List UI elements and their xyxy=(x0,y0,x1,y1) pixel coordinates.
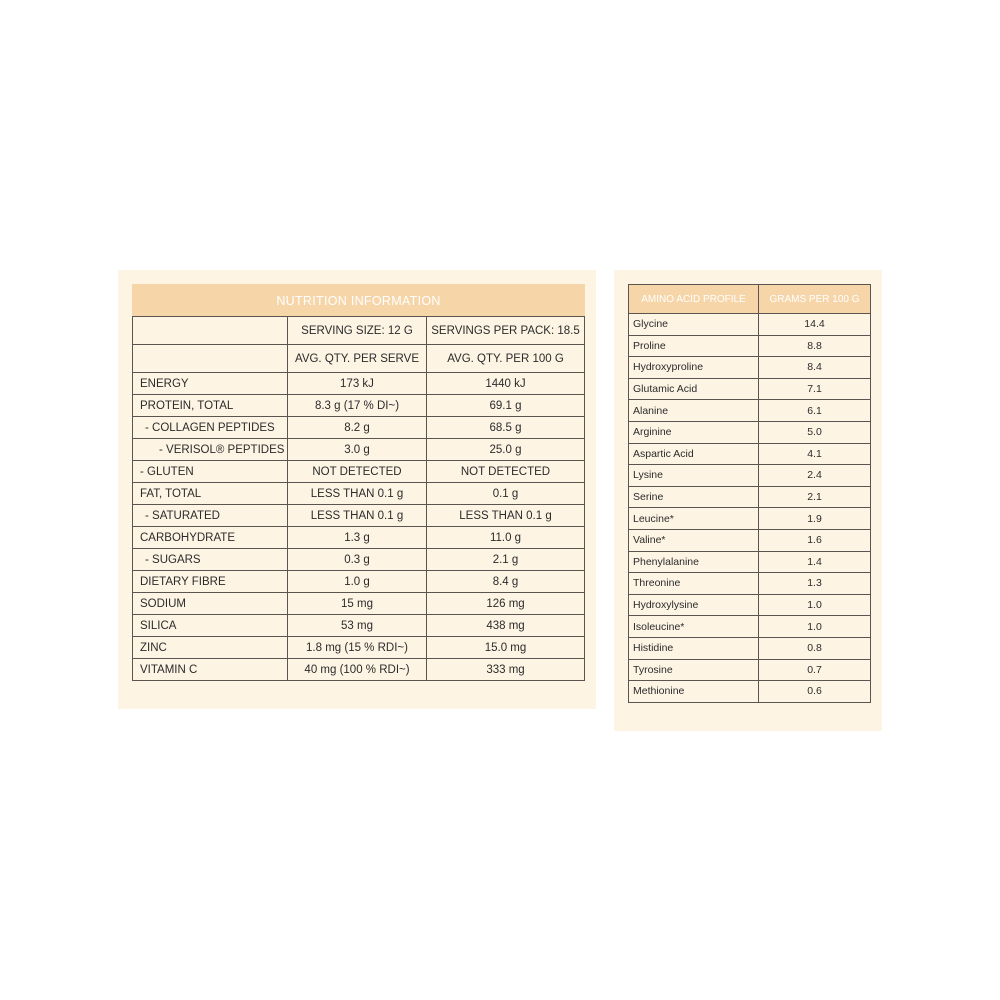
nutrition-row xyxy=(133,571,585,593)
amino-row xyxy=(629,637,871,659)
amino-row xyxy=(629,529,871,551)
nutrient-label: ENERGY xyxy=(133,373,288,395)
amino-value: 0.8 xyxy=(759,637,871,659)
per-serve-value: 173 kJ xyxy=(288,373,427,395)
amino-row xyxy=(629,486,871,508)
empty-header-cell xyxy=(133,317,288,345)
amino-name: Methionine xyxy=(629,681,759,703)
amino-value: 1.4 xyxy=(759,551,871,573)
amino-name: Histidine xyxy=(629,637,759,659)
per-100g-value: 1440 kJ xyxy=(427,373,585,395)
nutrition-row xyxy=(133,395,585,417)
amino-value: 7.1 xyxy=(759,378,871,400)
amino-name: Serine xyxy=(629,486,759,508)
column-header-per-serve: AVG. QTY. PER SERVE xyxy=(288,345,427,373)
per-100g-value: 68.5 g xyxy=(427,417,585,439)
amino-name: Glutamic Acid xyxy=(629,378,759,400)
serving-size: SERVING SIZE: 12 G xyxy=(288,317,427,345)
nutrient-label: ZINC xyxy=(133,637,288,659)
nutrition-row xyxy=(133,615,585,637)
amino-value: 1.9 xyxy=(759,508,871,530)
amino-name: Glycine xyxy=(629,314,759,336)
amino-value: 1.6 xyxy=(759,529,871,551)
per-serve-value: 1.0 g xyxy=(288,571,427,593)
amino-name: Hydroxylysine xyxy=(629,594,759,616)
amino-name: Arginine xyxy=(629,421,759,443)
per-serve-value: 8.2 g xyxy=(288,417,427,439)
amino-value: 1.0 xyxy=(759,616,871,638)
nutrient-label: - GLUTEN xyxy=(133,461,288,483)
per-100g-value: 69.1 g xyxy=(427,395,585,417)
amino-value: 5.0 xyxy=(759,421,871,443)
per-100g-value: 15.0 mg xyxy=(427,637,585,659)
amino-name: Isoleucine* xyxy=(629,616,759,638)
per-serve-value: LESS THAN 0.1 g xyxy=(288,505,427,527)
amino-name: Hydroxyproline xyxy=(629,357,759,379)
nutrient-label: SILICA xyxy=(133,615,288,637)
nutrition-row xyxy=(133,461,585,483)
nutrition-row xyxy=(133,637,585,659)
amino-row xyxy=(629,573,871,595)
amino-row xyxy=(629,421,871,443)
per-100g-value: LESS THAN 0.1 g xyxy=(427,505,585,527)
amino-row xyxy=(629,681,871,703)
nutrition-row xyxy=(133,505,585,527)
per-serve-value: 3.0 g xyxy=(288,439,427,461)
nutrient-label: SODIUM xyxy=(133,593,288,615)
amino-row xyxy=(629,659,871,681)
nutrient-label: - SATURATED xyxy=(133,505,288,527)
nutrition-row xyxy=(133,483,585,505)
amino-value: 2.4 xyxy=(759,465,871,487)
per-serve-value: 1.8 mg (15 % RDI~) xyxy=(288,637,427,659)
per-serve-value: LESS THAN 0.1 g xyxy=(288,483,427,505)
amino-name: Alanine xyxy=(629,400,759,422)
per-100g-value: 2.1 g xyxy=(427,549,585,571)
amino-name: Valine* xyxy=(629,529,759,551)
amino-header-profile: AMINO ACID PROFILE xyxy=(629,285,759,314)
nutrition-row xyxy=(133,439,585,461)
per-serve-value: NOT DETECTED xyxy=(288,461,427,483)
amino-value: 0.7 xyxy=(759,659,871,681)
amino-row xyxy=(629,465,871,487)
amino-header-grams: GRAMS PER 100 G xyxy=(759,285,871,314)
amino-value: 4.1 xyxy=(759,443,871,465)
nutrient-label: DIETARY FIBRE xyxy=(133,571,288,593)
per-serve-value: 53 mg xyxy=(288,615,427,637)
amino-row xyxy=(629,400,871,422)
amino-value: 6.1 xyxy=(759,400,871,422)
amino-name: Aspartic Acid xyxy=(629,443,759,465)
amino-row xyxy=(629,378,871,400)
amino-value: 8.8 xyxy=(759,335,871,357)
amino-acid-table xyxy=(628,284,871,703)
nutrient-label: CARBOHYDRATE xyxy=(133,527,288,549)
nutrient-label: FAT, TOTAL xyxy=(133,483,288,505)
amino-value: 2.1 xyxy=(759,486,871,508)
empty-header-cell xyxy=(133,345,288,373)
amino-value: 8.4 xyxy=(759,357,871,379)
per-100g-value: 25.0 g xyxy=(427,439,585,461)
amino-name: Threonine xyxy=(629,573,759,595)
nutrition-row xyxy=(133,659,585,681)
amino-value: 0.6 xyxy=(759,681,871,703)
nutrition-row xyxy=(133,527,585,549)
per-100g-value: 0.1 g xyxy=(427,483,585,505)
nutrition-panel xyxy=(118,270,596,709)
per-serve-value: 8.3 g (17 % DI~) xyxy=(288,395,427,417)
amino-name: Lysine xyxy=(629,465,759,487)
amino-row xyxy=(629,551,871,573)
per-100g-value: 438 mg xyxy=(427,615,585,637)
servings-per-pack: SERVINGS PER PACK: 18.5 xyxy=(427,317,585,345)
amino-value: 14.4 xyxy=(759,314,871,336)
amino-row xyxy=(629,594,871,616)
nutrition-row xyxy=(133,373,585,395)
per-100g-value: 333 mg xyxy=(427,659,585,681)
per-100g-value: 8.4 g xyxy=(427,571,585,593)
nutrient-label: PROTEIN, TOTAL xyxy=(133,395,288,417)
amino-name: Proline xyxy=(629,335,759,357)
nutrition-row xyxy=(133,549,585,571)
nutrition-row xyxy=(133,593,585,615)
nutrient-label: - VERISOL® PEPTIDES xyxy=(133,439,288,461)
nutrient-label: - SUGARS xyxy=(133,549,288,571)
amino-row xyxy=(629,443,871,465)
amino-name: Leucine* xyxy=(629,508,759,530)
per-serve-value: 0.3 g xyxy=(288,549,427,571)
nutrition-title: NUTRITION INFORMATION xyxy=(133,285,585,317)
amino-row xyxy=(629,314,871,336)
per-100g-value: 126 mg xyxy=(427,593,585,615)
amino-acid-panel xyxy=(614,270,882,731)
per-100g-value: NOT DETECTED xyxy=(427,461,585,483)
per-serve-value: 1.3 g xyxy=(288,527,427,549)
nutrient-label: - COLLAGEN PEPTIDES xyxy=(133,417,288,439)
amino-row xyxy=(629,335,871,357)
nutrition-table xyxy=(132,284,585,681)
amino-row xyxy=(629,508,871,530)
column-header-per-100g: AVG. QTY. PER 100 G xyxy=(427,345,585,373)
amino-row xyxy=(629,616,871,638)
amino-value: 1.0 xyxy=(759,594,871,616)
amino-name: Tyrosine xyxy=(629,659,759,681)
amino-name: Phenylalanine xyxy=(629,551,759,573)
nutrition-row xyxy=(133,417,585,439)
per-100g-value: 11.0 g xyxy=(427,527,585,549)
per-serve-value: 15 mg xyxy=(288,593,427,615)
per-serve-value: 40 mg (100 % RDI~) xyxy=(288,659,427,681)
nutrient-label: VITAMIN C xyxy=(133,659,288,681)
amino-value: 1.3 xyxy=(759,573,871,595)
amino-row xyxy=(629,357,871,379)
